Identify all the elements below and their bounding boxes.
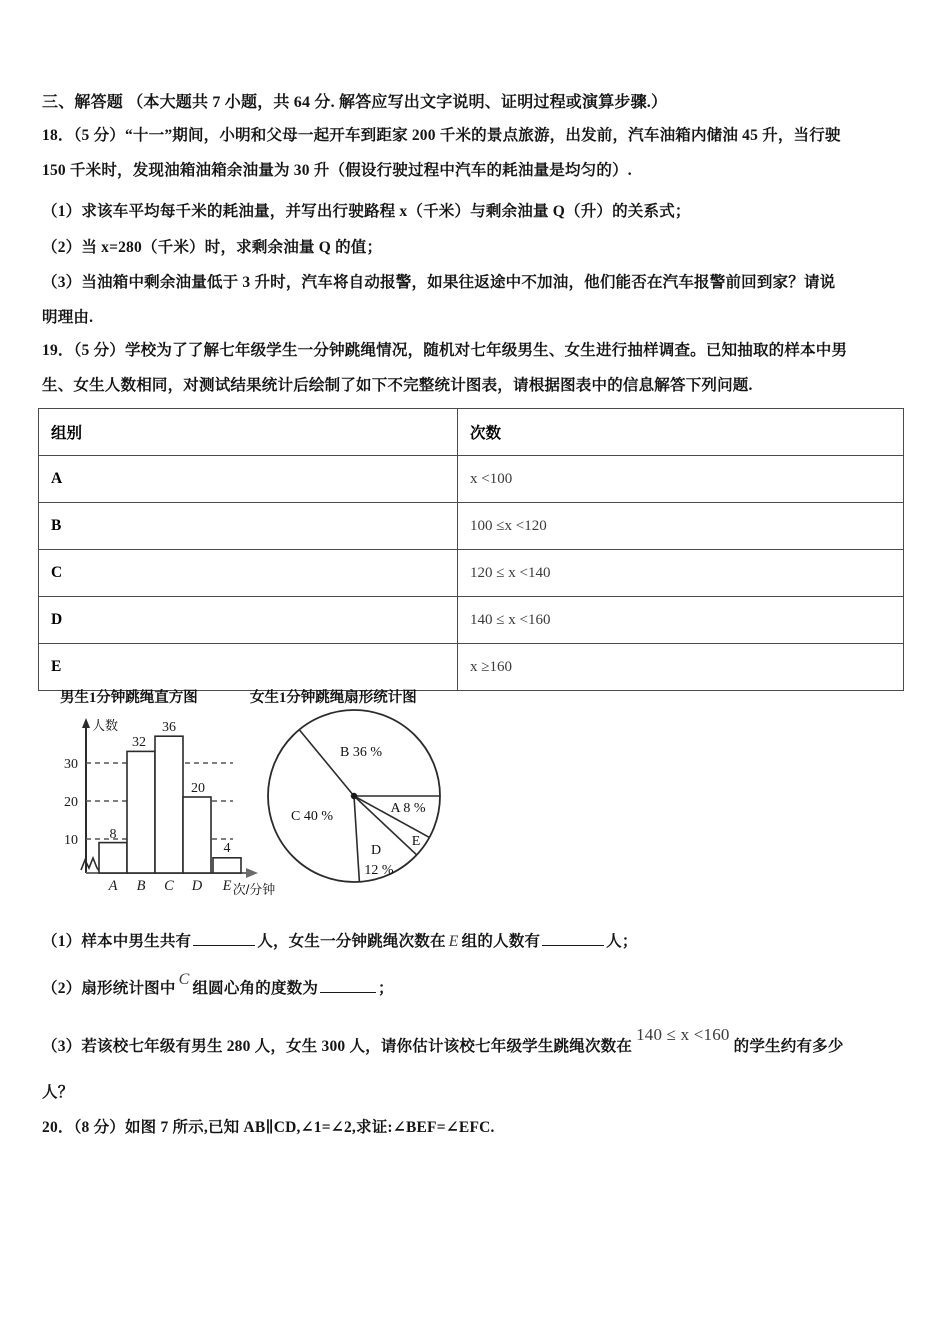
pie-center-dot [351,793,357,799]
table-row [39,456,904,503]
bar-A [99,843,127,873]
table-row [39,644,904,691]
bar-x-axis-label: 次/分钟 [232,882,276,897]
q19-line2: 生、女生人数相同，对测试结果统计后绘制了如下不完整统计图表，请根据图表中的信息解答下列问题. [42,377,753,394]
q19-line1: 19．（5 分）学校为了了解七年级学生一分钟跳绳情况，随机对七年级男生、女生进行抽样调查。已知抽取的样本中男 [42,342,848,359]
axis-break-icon [81,858,101,873]
q19-part3-range: 140 ≤ x <160 [636,1025,730,1044]
table-cell-range: 100 ≤x <120 [458,503,904,550]
table-cell-group: E [39,644,458,691]
table-cell-group: B [39,503,458,550]
q19-part1-end: 人； [606,933,638,950]
q19-part2-post: 组圆心角的度数为 [192,980,319,997]
q18-part3-line1: （3）当油箱中剩余油量低于 3 升时，汽车将自动报警，如果往返途中不加油，他们能否在汽车报警前回到家？请说 [42,274,836,291]
bar-B [127,751,155,873]
table-row [39,503,904,550]
y-tick-30: 30 [64,757,78,772]
q19-part1-group: E [448,933,459,950]
figures-block [38,686,518,911]
bar-y-axis-label: 人数 [92,718,119,733]
pie-label-D-group: D [370,843,382,858]
bar-category-D: D [191,878,203,894]
pie-label-C: C 40 % [291,809,333,824]
bar-D [183,797,211,873]
q19-part2-end: ； [378,980,394,997]
pie-label-D-pct: 12 % [364,863,394,878]
q18-line1: 18．（5 分）“十一”期间，小明和父母一起开车到距家 200 千米的景点旅游，出发前，汽车油箱内储油 45 升，当行驶 [42,127,841,144]
bar-category-A: A [108,878,118,894]
table-cell-range: 120 ≤ x <140 [458,550,904,597]
bar-chart-title: 男生1分钟跳绳直方图 [60,690,198,706]
table-header-group: 组别 [39,409,458,456]
q19-part3-post: 的学生约有多少 [733,1038,844,1055]
q19-part1-mid2: 组的人数有 [461,933,541,950]
table-cell-range: 140 ≤ x <160 [458,597,904,644]
table-cell-group: D [39,597,458,644]
bar-value-C: 36 [162,720,176,735]
q19-part1-mid: 人，女生一分钟跳绳次数在 [257,933,446,950]
table-cell-group: A [39,456,458,503]
bar-y-axis-arrow [82,718,90,728]
bar-value-B: 32 [132,735,146,750]
bar-category-E: E [222,878,232,894]
q18-line2: 150 千米时，发现油箱油箱余油量为 30 升（假设行驶过程中汽车的耗油量是均匀的）. [42,162,632,179]
q19-part2-pre: （2）扇形统计图中 [42,980,176,997]
bar-value-D: 20 [191,781,205,796]
q19-part1-pre: （1）样本中男生共有 [42,933,192,950]
bar-category-C: C [164,878,174,894]
bar-E [213,858,241,873]
table-cell-group: C [39,550,458,597]
pie-label-B: B 36 % [340,745,382,760]
q19-part1 [42,931,638,953]
q18-part1: （1）求该车平均每千米的耗油量，并写出行驶路程 x（千米）与剩余油量 Q（升）的关系式； [42,203,691,220]
q19-part3-pre: （3）若该校七年级有男生 280 人，女生 300 人，请你估计该校七年级学生跳绳次数在 [42,1038,633,1055]
bar-value-A: 8 [109,827,117,842]
q19-part2-group: C [178,971,190,988]
bar-category-B: B [136,878,146,894]
pie-label-A: A 8 % [390,801,426,816]
bar-chart [38,710,288,910]
q18-part2: （2）当 x=280（千米）时，求剩余油量 Q 的值； [42,239,383,256]
section-heading: 三、解答题 （本大题共 7 小题，共 64 分. 解答应写出文字说明、证明过程或演算步骤.） [42,94,668,111]
table-cell-range: x ≥160 [458,644,904,691]
q20-line1: 20．（8 分）如图 7 所示,已知 AB∥CD,∠1=∠2,求证:∠BEF=∠EFC. [42,1119,495,1136]
q19-part2 [42,971,394,1000]
answer-blank-male-total[interactable] [193,932,255,946]
table-header-row [39,409,904,456]
q19-part3-line2: 人？ [42,1084,74,1101]
pie-label-E: E [411,834,421,849]
q19-part3-line1 [42,1025,844,1058]
table-header-count: 次数 [458,409,904,456]
frequency-table [38,408,904,691]
answer-blank-female-E[interactable] [542,932,604,946]
pie-chart-title: 女生1分钟跳绳扇形统计图 [250,690,417,706]
table-row [39,550,904,597]
q18-part3-line2: 明理由. [42,309,94,326]
bar-C [155,736,183,873]
pie-chart [266,708,486,908]
table-cell-range: x <100 [458,456,904,503]
answer-blank-central-angle[interactable] [320,979,376,993]
y-tick-10: 10 [64,833,78,848]
table-row [39,597,904,644]
bar-x-axis-arrow [246,868,258,878]
bar-value-E: 4 [223,841,231,856]
y-tick-20: 20 [64,795,78,810]
